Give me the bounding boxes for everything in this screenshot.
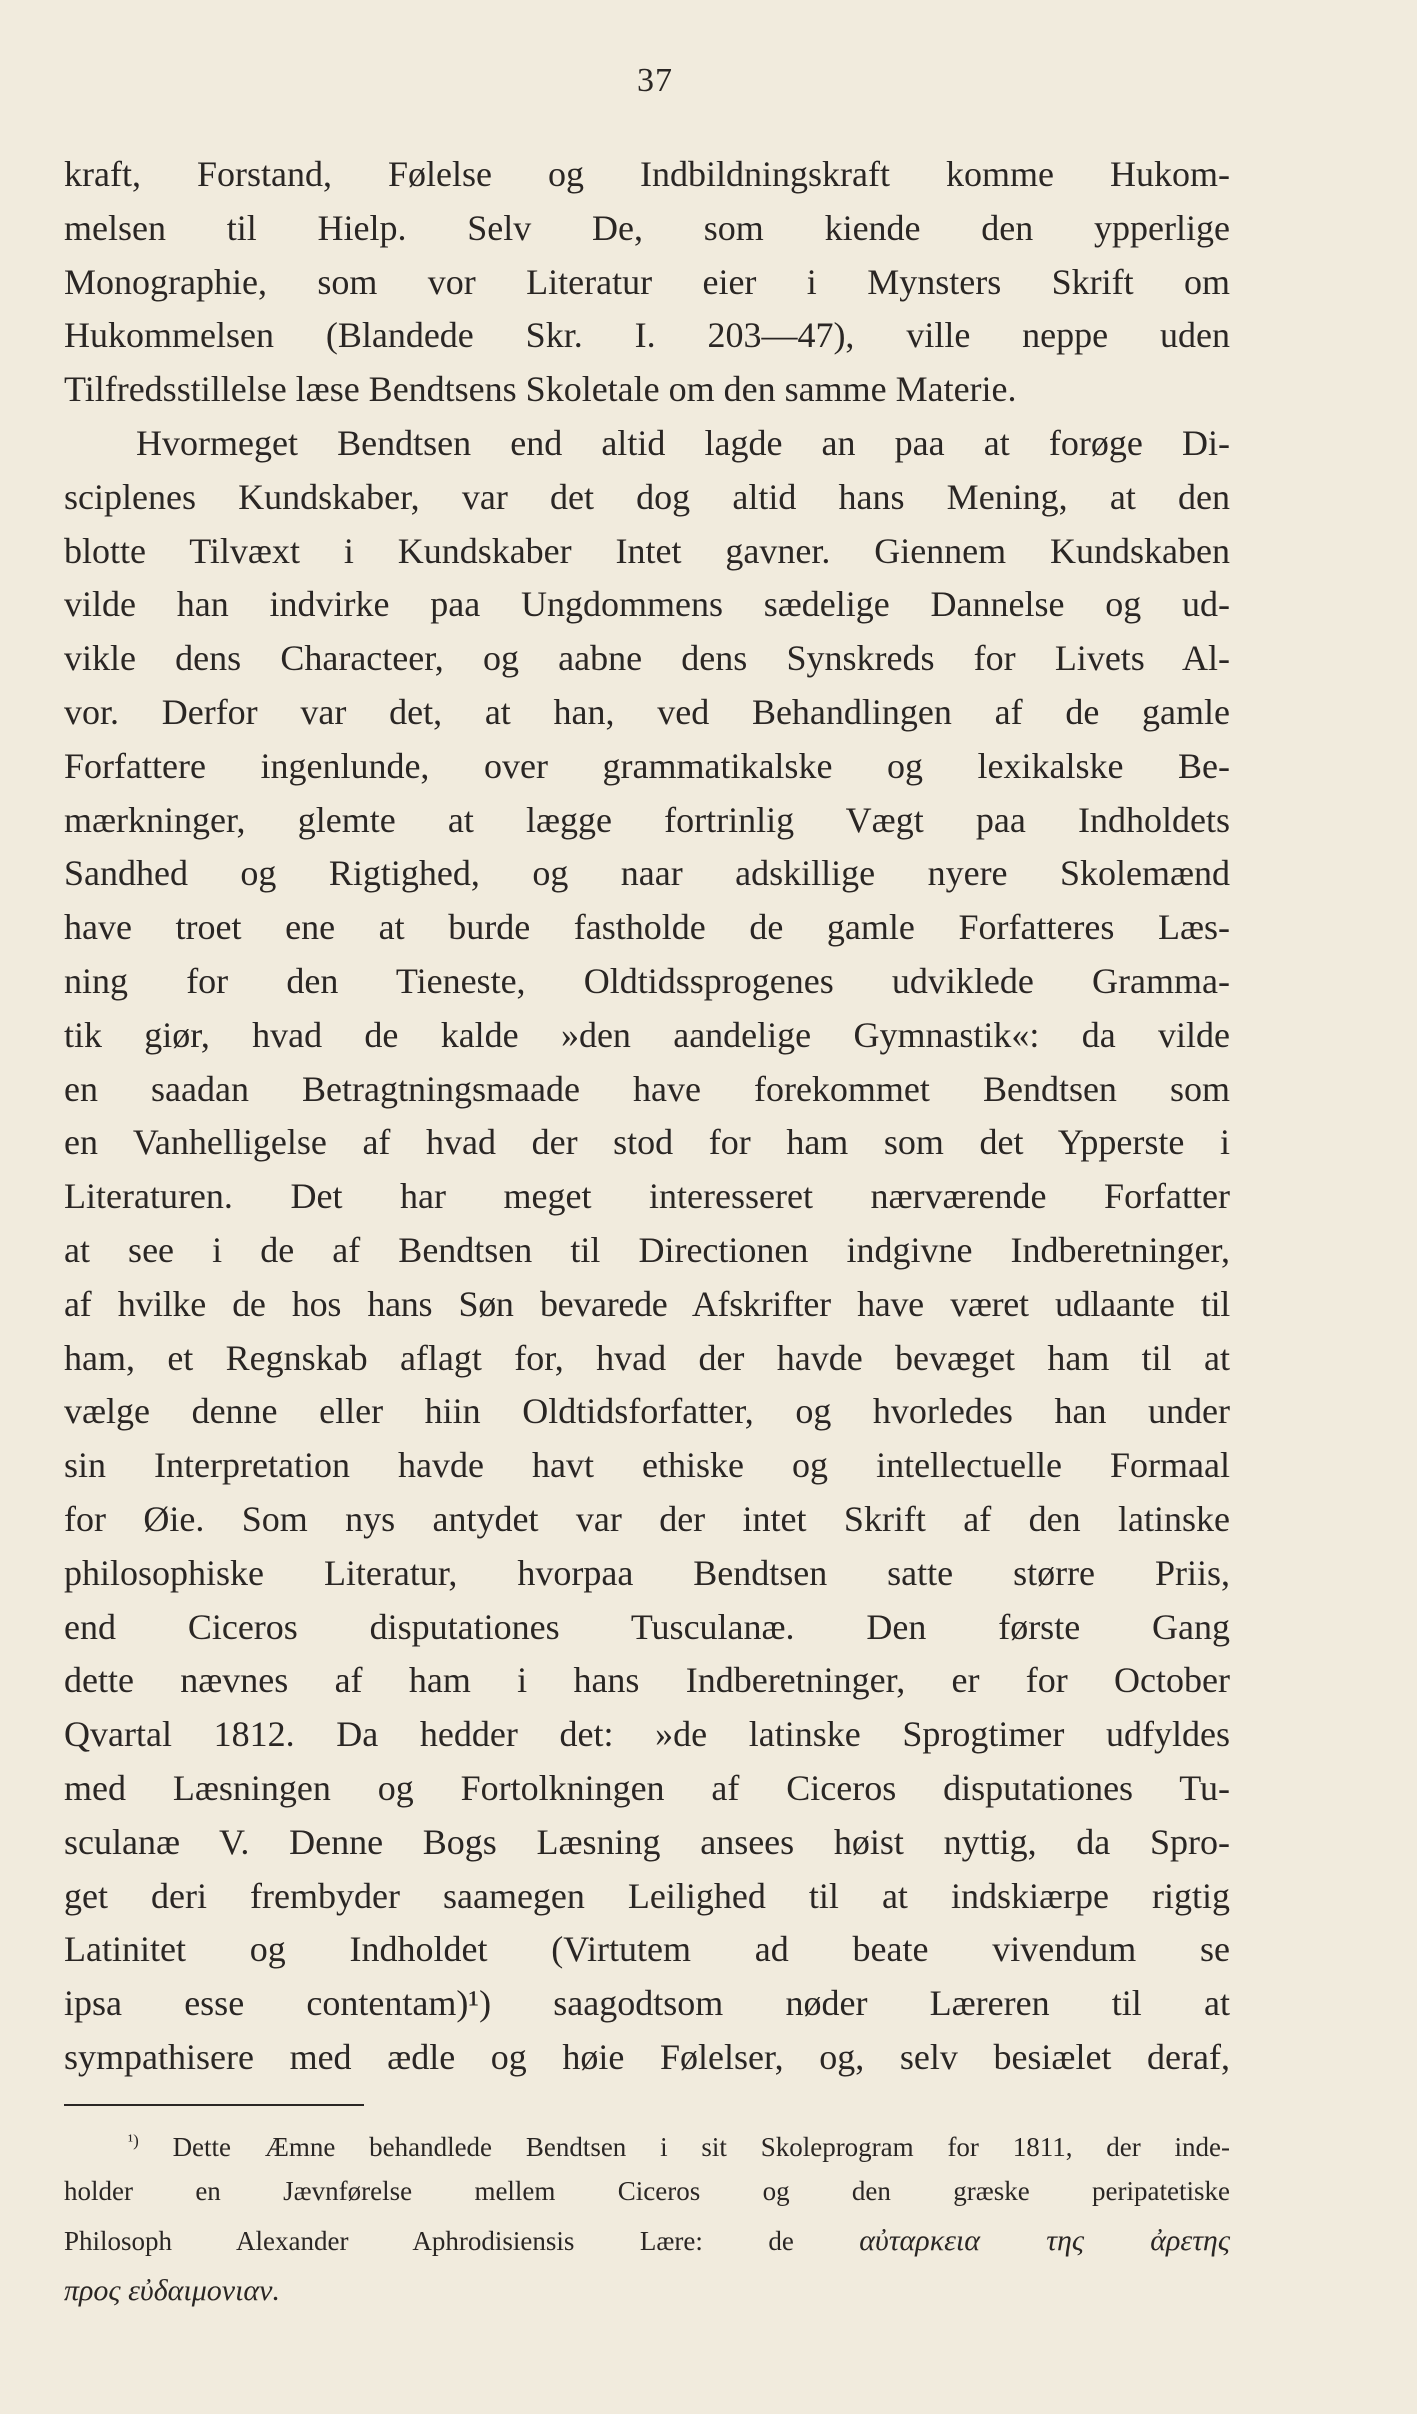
footnote-text: Dette Æmne behandlede Bendtsen i sit Skoleprogram for 1811, der inde- bbox=[172, 2132, 1230, 2162]
footnote-line bbox=[64, 2216, 1230, 2266]
text-line: Hukommelsen (Blandede Skr. I. 203—47), ville neppe uden bbox=[64, 315, 1230, 356]
text-line: have troet ene at burde fastholde de gamle Forfatteres Læs- bbox=[64, 907, 1230, 948]
text-line: Tilfredsstillelse læse Bendtsens Skoletale om den samme Materie. bbox=[64, 369, 1017, 410]
text-line: en Vanhelligelse af hvad der stod for ham som det Ypperste i bbox=[64, 1122, 1230, 1163]
footnote-greek: προς εὐδαιμονιαν. bbox=[64, 2274, 280, 2307]
text-line: vor. Derfor var det, at han, ved Behandlingen af de gamle bbox=[64, 691, 1230, 732]
footnote-text: Philosoph Alexander Aphrodisiensis Lære: de bbox=[64, 2226, 794, 2256]
text-line: af hvilke de hos hans Søn bevarede Afskrifter have været udlaante til bbox=[64, 1283, 1230, 1324]
footnote-marker: ¹) bbox=[128, 2131, 139, 2150]
text-line: Hvormeget Bendtsen end altid lagde an paa at forøge Di- bbox=[136, 422, 1230, 463]
text-line: vikle dens Characteer, og aabne dens Synskreds for Livets Al- bbox=[64, 638, 1230, 679]
text-line: med Læsningen og Fortolkningen af Ciceros disputationes Tu- bbox=[64, 1767, 1230, 1808]
text-line: ham, et Regnskab aflagt for, hvad der havde bevæget ham til at bbox=[64, 1337, 1230, 1378]
page-number: 37 bbox=[637, 62, 673, 99]
text-line: sciplenes Kundskaber, var det dog altid hans Mening, at den bbox=[64, 476, 1230, 517]
text-line: get deri frembyder saamegen Leilighed til at indskiærpe rigtig bbox=[64, 1875, 1230, 1916]
text-line: end Ciceros disputationes Tusculanæ. Den første Gang bbox=[64, 1606, 1230, 1647]
text-line: Qvartal 1812. Da hedder det: »de latinske Sprogtimer udfyldes bbox=[64, 1714, 1230, 1755]
text-line: Monographie, som vor Literatur eier i Mynsters Skrift om bbox=[64, 261, 1230, 302]
text-line: sympathisere med ædle og høie Følelser, og, selv besiælet deraf, bbox=[64, 2036, 1230, 2077]
text-line: ipsa esse contentam)¹) saagodtsom nøder Læreren til at bbox=[64, 1983, 1230, 2024]
text-line: Literaturen. Det har meget interesseret nærværende Forfatter bbox=[64, 1176, 1230, 1217]
footnote-greek: αὐταρκεια της ἀρετης bbox=[859, 2224, 1230, 2257]
text-line: melsen til Hielp. Selv De, som kiende den ypperlige bbox=[64, 207, 1230, 248]
text-line: philosophiske Literatur, hvorpaa Bendtsen satte større Priis, bbox=[64, 1552, 1230, 1593]
text-line: Sandhed og Rigtighed, og naar adskillige nyere Skolemænd bbox=[64, 853, 1230, 894]
footnote-line bbox=[64, 2116, 1230, 2166]
text-line: at see i de af Bendtsen til Directionen indgivne Indberetninger, bbox=[64, 1229, 1230, 1270]
footnote-line: holder en Jævnførelse mellem Ciceros og den græske peripatetiske bbox=[64, 2176, 1230, 2206]
text-line: mærkninger, glemte at lægge fortrinlig Vægt paa Indholdets bbox=[64, 799, 1230, 840]
body-text bbox=[64, 148, 1230, 2085]
text-line: dette nævnes af ham i hans Indberetninger, er for October bbox=[64, 1660, 1230, 1701]
footnote-divider bbox=[64, 2104, 364, 2106]
text-line: blotte Tilvæxt i Kundskaber Intet gavner. Giennem Kundskaben bbox=[64, 530, 1230, 571]
text-line: kraft, Forstand, Følelse og Indbildningskraft komme Hukom- bbox=[64, 154, 1230, 194]
text-line: for Øie. Som nys antydet var der intet Skrift af den latinske bbox=[64, 1498, 1230, 1539]
footnote-line bbox=[64, 2266, 1230, 2316]
text-line: sin Interpretation havde havt ethiske og intellectuelle Formaal bbox=[64, 1445, 1230, 1486]
text-line: vælge denne eller hiin Oldtidsforfatter, og hvorledes han under bbox=[64, 1391, 1230, 1432]
text-line: sculanæ V. Denne Bogs Læsning ansees høist nyttig, da Spro- bbox=[64, 1821, 1230, 1862]
text-line: Latinitet og Indholdet (Virtutem ad beate vivendum se bbox=[64, 1929, 1230, 1970]
text-line: vilde han indvirke paa Ungdommens sædelige Dannelse og ud- bbox=[64, 584, 1230, 625]
text-line: ning for den Tieneste, Oldtidssprogenes udviklede Gramma- bbox=[64, 960, 1230, 1001]
footnotes bbox=[64, 2116, 1230, 2316]
text-line: tik giør, hvad de kalde »den aandelige Gymnastik«: da vilde bbox=[64, 1014, 1230, 1055]
text-line: en saadan Betragtningsmaade have forekommet Bendtsen som bbox=[64, 1068, 1230, 1109]
text-line: Forfattere ingenlunde, over grammatikalske og lexikalske Be- bbox=[64, 745, 1230, 786]
